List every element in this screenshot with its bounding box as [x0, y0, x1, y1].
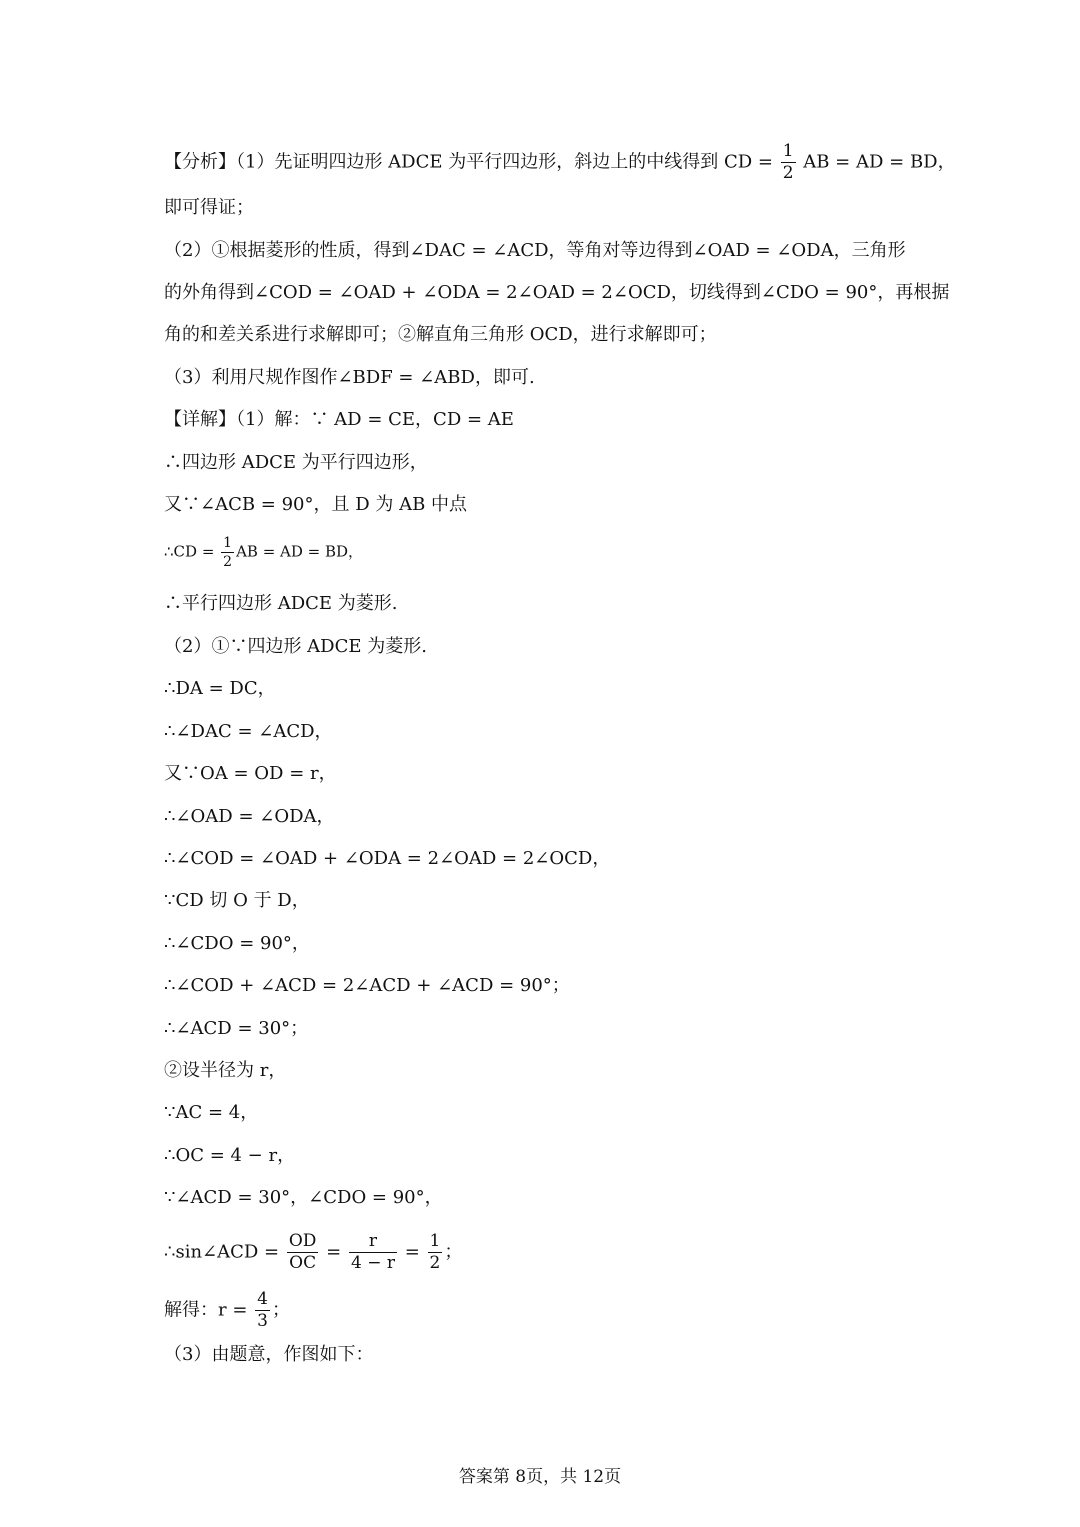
- fraction: [349, 1233, 397, 1272]
- fraction-denominator: 2: [429, 1253, 441, 1273]
- fraction-numerator: 1: [223, 535, 233, 551]
- fraction-numerator: 4: [257, 1289, 268, 1309]
- fraction-denominator: 2: [223, 554, 233, 570]
- text-segment: ∵AC = 4，: [164, 1102, 259, 1123]
- analysis-line-4: [164, 279, 950, 307]
- text-segment: AB = AD = BD，: [797, 151, 956, 173]
- text-segment: ∴平行四边形 ADCE 为菱形.: [164, 593, 398, 614]
- text-segment: 的外角得到∠COD = ∠OAD + ∠ODA = 2∠OAD = 2∠OCD，切线得到∠CDO = 90°，再根据: [164, 282, 950, 303]
- text-segment: ∴∠DAC = ∠ACD，: [164, 721, 333, 742]
- text-segment: 又∵OA = OD = r，: [164, 763, 337, 784]
- text-segment: （3）由题意，作图如下：: [164, 1344, 374, 1365]
- detail-line-6: [164, 633, 924, 661]
- fraction: [287, 1233, 319, 1272]
- text-segment: =: [320, 1241, 347, 1263]
- detail-line-2: [164, 449, 924, 477]
- fraction-denominator: OC: [289, 1253, 317, 1273]
- detail-line-16: [164, 1057, 924, 1085]
- text-segment: ；: [271, 1299, 290, 1321]
- fraction-numerator: r: [349, 1233, 397, 1253]
- detail-line-15: [164, 1015, 924, 1043]
- detail-line-17: [164, 1099, 924, 1127]
- text-segment: ∴∠COD + ∠ACD = 2∠ACD + ∠ACD = 90°；: [164, 975, 570, 996]
- analysis-line-6: [164, 364, 924, 392]
- text-segment: ∴∠COD = ∠OAD + ∠ODA = 2∠OAD = 2∠OCD，: [164, 848, 611, 869]
- fraction-denominator: 3: [257, 1311, 268, 1331]
- text-segment: ∴∠CDO = 90°，: [164, 933, 310, 954]
- detail-line-11: [164, 845, 924, 873]
- detail-line-5: [164, 590, 924, 618]
- text-segment: 解得：r =: [164, 1299, 254, 1321]
- text-segment: 又∵∠ACB = 90°，且 D 为 AB 中点: [164, 494, 468, 515]
- analysis-line-5: [164, 321, 924, 349]
- text-segment: ∴∠OAD = ∠ODA，: [164, 806, 335, 827]
- text-segment: ②设半径为 r，: [164, 1060, 287, 1081]
- detail-line-7: [164, 675, 924, 703]
- text-segment: ∴OC = 4 − r，: [164, 1145, 296, 1166]
- detail-line-8: [164, 718, 924, 746]
- fraction-numerator: 1: [429, 1231, 441, 1251]
- text-segment: （3）利用尺规作图作∠BDF = ∠ABD，即可.: [164, 367, 535, 388]
- page-footer: 答案第 8页，共 12页: [458, 1467, 622, 1487]
- fraction: [221, 536, 234, 569]
- analysis-line-2: [164, 194, 924, 222]
- detail-line-12: [164, 887, 924, 915]
- text-segment: 角的和差关系进行求解即可；②解直角三角形 OCD，进行求解即可；: [164, 324, 717, 345]
- analysis-line-3: [164, 237, 924, 265]
- detail-line-20: [164, 1233, 924, 1272]
- fraction-numerator: 1: [782, 141, 794, 161]
- text-segment: AB = AD = BD，: [236, 542, 364, 561]
- text-segment: 【详解】（1）解：∵ AD = CE，CD = AE: [164, 409, 514, 430]
- text-segment: ∴CD =: [164, 542, 220, 561]
- detail-line-1: [164, 406, 924, 434]
- text-segment: 即可得证；: [164, 197, 254, 218]
- detail-line-3: [164, 491, 924, 519]
- text-segment: ∴sin∠ACD =: [164, 1241, 285, 1263]
- text-segment: ；: [444, 1241, 463, 1263]
- text-segment: ∴∠ACD = 30°；: [164, 1018, 309, 1039]
- detail-line-22: [164, 1341, 924, 1369]
- text-segment: （2）①∵四边形 ADCE 为菱形.: [164, 636, 427, 657]
- detail-line-10: [164, 803, 924, 831]
- text-segment: =: [398, 1241, 426, 1263]
- text-segment: （2）①根据菱形的性质，得到∠DAC = ∠ACD，等角对等边得到∠OAD = ∠ODA，三角形: [164, 240, 906, 261]
- fraction: [428, 1233, 443, 1272]
- detail-line-21: [164, 1291, 924, 1330]
- analysis-line-1: [164, 141, 956, 183]
- fraction: [255, 1291, 270, 1330]
- text-segment: 【分析】（1）先证明四边形 ADCE 为平行四边形，斜边上的中线得到 CD =: [164, 151, 779, 173]
- text-segment: ∴DA = DC，: [164, 678, 276, 699]
- detail-line-19: [164, 1184, 924, 1212]
- fraction-denominator: 2: [782, 163, 794, 183]
- text-segment: ∴四边形 ADCE 为平行四边形，: [164, 452, 428, 473]
- detail-line-18: [164, 1142, 924, 1170]
- fraction: [781, 143, 796, 182]
- text-segment: ∵CD 切 O 于 D，: [164, 890, 310, 911]
- fraction-denominator: 4 − r: [350, 1253, 395, 1273]
- detail-line-13: [164, 930, 924, 958]
- detail-line-4: [164, 536, 924, 569]
- fraction-numerator: OD: [288, 1231, 317, 1251]
- text-segment: ∵∠ACD = 30°，∠CDO = 90°，: [164, 1187, 443, 1208]
- detail-line-9: [164, 760, 924, 788]
- detail-line-14: [164, 972, 924, 1000]
